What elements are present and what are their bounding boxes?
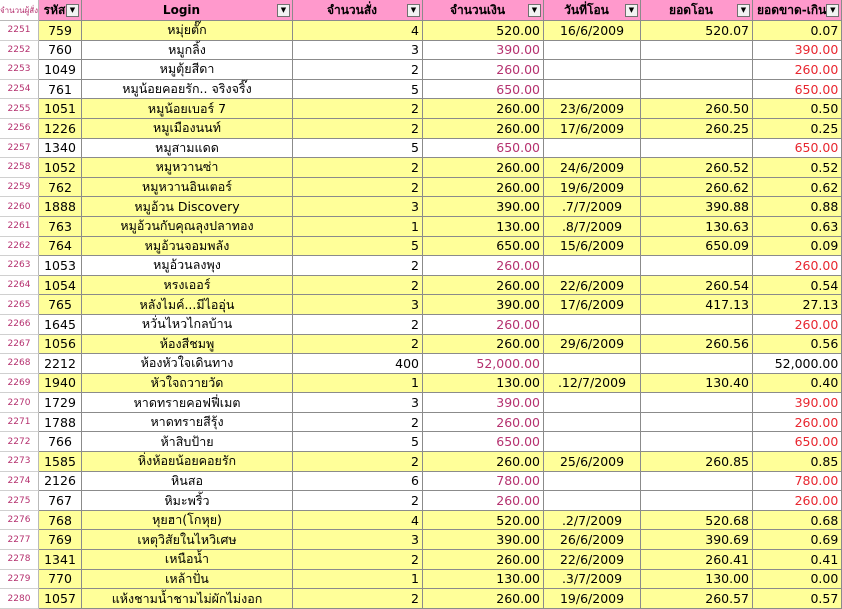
cell-qty[interactable]: 1	[293, 374, 423, 394]
cell-amount[interactable]: 390.00	[423, 393, 544, 413]
cell-qty[interactable]: 5	[293, 139, 423, 159]
row-number[interactable]: 2280	[0, 589, 39, 609]
cell-group	[423, 99, 842, 119]
cell-diff[interactable]: 390.00	[753, 41, 842, 61]
cell-qty[interactable]: 3	[293, 41, 423, 61]
cell-qty[interactable]: 2	[293, 178, 423, 198]
cell-amount[interactable]: 260.00	[423, 276, 544, 296]
cell-id[interactable]: 765	[39, 295, 82, 315]
cell-login[interactable]: หาดทรายสีรุ้ง	[82, 413, 293, 433]
cell-paid[interactable]: 390.69	[641, 530, 753, 550]
cell-login[interactable]: หมุ่ยตั๊ก	[82, 21, 293, 41]
cell-diff[interactable]: 0.69	[753, 530, 842, 550]
cell-paid[interactable]	[641, 432, 753, 452]
column-header-diff-label: ยอดขาด-เกิน	[757, 2, 827, 17]
cell-date[interactable]: .8/7/2009	[544, 217, 641, 237]
cell-qty[interactable]: 3	[293, 295, 423, 315]
cell-id[interactable]: 1053	[39, 256, 82, 276]
cell-diff[interactable]: 0.62	[753, 178, 842, 198]
cell-diff[interactable]: 0.88	[753, 197, 842, 217]
cell-login[interactable]: หมูกลิ้ง	[82, 41, 293, 61]
cell-diff[interactable]: 0.07	[753, 21, 842, 41]
cell-diff[interactable]: 52,000.00	[753, 354, 842, 374]
column-header-paid[interactable]	[641, 0, 753, 21]
cell-paid[interactable]	[641, 393, 753, 413]
cell-amount[interactable]: 390.00	[423, 295, 544, 315]
cell-qty[interactable]: 4	[293, 21, 423, 41]
cell-login[interactable]: หินสอ	[82, 472, 293, 492]
cell-id[interactable]: 764	[39, 237, 82, 257]
cell-paid[interactable]: 520.68	[641, 511, 753, 531]
cell-diff[interactable]: 0.00	[753, 570, 842, 590]
cell-group	[423, 530, 842, 550]
row-number[interactable]: 2269	[0, 374, 39, 394]
cell-login[interactable]: แห้งชามน้ำชามไม่ผักไม่งอก	[82, 589, 293, 609]
cell-group	[423, 335, 842, 355]
cell-date[interactable]	[544, 354, 641, 374]
cell-id[interactable]: 1340	[39, 139, 82, 159]
cell-diff[interactable]: 650.00	[753, 432, 842, 452]
cell-id[interactable]: 1056	[39, 335, 82, 355]
row-number[interactable]: 2262	[0, 237, 39, 257]
row-number[interactable]: 2268	[0, 354, 39, 374]
cell-id[interactable]: 761	[39, 80, 82, 100]
cell-login[interactable]: หมูอ้วนจอมพลัง	[82, 237, 293, 257]
cell-login[interactable]: เหตุวิสัยในไหวิเศษ	[82, 530, 293, 550]
cell-group	[423, 41, 842, 61]
cell-login[interactable]: หุยฮา(โกหุย)	[82, 511, 293, 531]
cell-login[interactable]: หมูสามแดด	[82, 139, 293, 159]
cell-qty[interactable]: 2	[293, 589, 423, 609]
cell-login[interactable]: หวั่นไหวไกลบ้าน	[82, 315, 293, 335]
cell-date[interactable]	[544, 472, 641, 492]
row-number[interactable]: 2265	[0, 295, 39, 315]
cell-diff[interactable]: 390.00	[753, 393, 842, 413]
cell-amount[interactable]: 650.00	[423, 139, 544, 159]
cell-date[interactable]: 29/6/2009	[544, 335, 641, 355]
cell-id[interactable]: 1051	[39, 99, 82, 119]
cell-group	[423, 315, 842, 335]
cell-group	[423, 217, 842, 237]
column-header-login[interactable]	[82, 0, 293, 21]
cell-date[interactable]	[544, 491, 641, 511]
cell-group	[423, 197, 842, 217]
cell-amount[interactable]: 260.00	[423, 256, 544, 276]
row-number[interactable]: 2267	[0, 335, 39, 355]
cell-login[interactable]: หลังไมค์...มีไออุ่น	[82, 295, 293, 315]
cell-login[interactable]: หมูหวานซ่า	[82, 158, 293, 178]
row-number[interactable]: 2279	[0, 570, 39, 590]
cell-amount[interactable]: 130.00	[423, 374, 544, 394]
cell-id[interactable]: 768	[39, 511, 82, 531]
cell-id[interactable]: 759	[39, 21, 82, 41]
cell-id[interactable]: 760	[39, 41, 82, 61]
cell-date[interactable]	[544, 413, 641, 433]
cell-id[interactable]: 770	[39, 570, 82, 590]
column-header-date-label: วันที่โอน	[564, 2, 609, 17]
cell-group	[423, 158, 842, 178]
cell-date[interactable]: 19/6/2009	[544, 178, 641, 198]
cell-qty[interactable]: 2	[293, 452, 423, 472]
row-number[interactable]: 2257	[0, 139, 39, 159]
cell-diff[interactable]: 0.40	[753, 374, 842, 394]
cell-login[interactable]: หมูน้อยเบอร์ 7	[82, 99, 293, 119]
cell-qty[interactable]: 2	[293, 315, 423, 335]
cell-date[interactable]: 15/6/2009	[544, 237, 641, 257]
cell-id[interactable]: 1052	[39, 158, 82, 178]
cell-id[interactable]: 763	[39, 217, 82, 237]
cell-login[interactable]: หมูอ้วนลงพุง	[82, 256, 293, 276]
cell-group	[423, 374, 842, 394]
cell-group	[423, 295, 842, 315]
cell-diff[interactable]: 650.00	[753, 80, 842, 100]
cell-diff[interactable]: 260.00	[753, 491, 842, 511]
cell-id[interactable]: 769	[39, 530, 82, 550]
cell-date[interactable]: 26/6/2009	[544, 530, 641, 550]
cell-qty[interactable]: 2	[293, 60, 423, 80]
cell-date[interactable]	[544, 60, 641, 80]
cell-amount[interactable]: 260.00	[423, 315, 544, 335]
row-number[interactable]: 2272	[0, 432, 39, 452]
cell-qty[interactable]: 2	[293, 491, 423, 511]
cell-id[interactable]: 1940	[39, 374, 82, 394]
column-header-amount-label: จำนวนเงิน	[449, 2, 506, 17]
column-header-amount[interactable]	[423, 0, 544, 21]
cell-paid[interactable]	[641, 491, 753, 511]
cell-qty[interactable]: 1	[293, 217, 423, 237]
cell-diff[interactable]: 0.57	[753, 589, 842, 609]
cell-id[interactable]: 766	[39, 432, 82, 452]
cell-id[interactable]: 1341	[39, 550, 82, 570]
cell-id[interactable]: 1585	[39, 452, 82, 472]
cell-amount[interactable]: 520.00	[423, 511, 544, 531]
cell-paid[interactable]	[641, 80, 753, 100]
column-header-login-label: Login	[162, 3, 201, 17]
row-number[interactable]: 2277	[0, 530, 39, 550]
column-header-id[interactable]	[39, 0, 82, 21]
cell-qty[interactable]: 2	[293, 256, 423, 276]
cell-paid[interactable]	[641, 413, 753, 433]
filter-dropdown-icon[interactable]: ▼	[737, 4, 750, 17]
cell-paid[interactable]	[641, 256, 753, 276]
cell-login[interactable]: ห้องหัวใจเดินทาง	[82, 354, 293, 374]
cell-date[interactable]: 22/6/2009	[544, 550, 641, 570]
cell-group	[423, 354, 842, 374]
cell-diff[interactable]: 0.41	[753, 550, 842, 570]
row-number[interactable]: 2256	[0, 119, 39, 139]
row-number[interactable]: 2255	[0, 99, 39, 119]
cell-diff[interactable]: 0.09	[753, 237, 842, 257]
cell-amount[interactable]: 260.00	[423, 335, 544, 355]
cell-date[interactable]	[544, 256, 641, 276]
cell-date[interactable]: .7/7/2009	[544, 197, 641, 217]
cell-date[interactable]: .12/7/2009	[544, 374, 641, 394]
row-number[interactable]: 2251	[0, 21, 39, 41]
cell-login[interactable]: หมูหวานอินเตอร์	[82, 178, 293, 198]
row-number[interactable]: 2258	[0, 158, 39, 178]
row-number[interactable]: 2259	[0, 178, 39, 198]
cell-diff[interactable]: 0.50	[753, 99, 842, 119]
column-header-id-label: รหัส	[43, 2, 66, 17]
cell-date[interactable]: 16/6/2009	[544, 21, 641, 41]
cell-diff[interactable]: 0.52	[753, 158, 842, 178]
cell-amount[interactable]: 130.00	[423, 570, 544, 590]
cell-amount[interactable]: 260.00	[423, 60, 544, 80]
row-number[interactable]: 2253	[0, 60, 39, 80]
row-number[interactable]: 2271	[0, 413, 39, 433]
cell-paid[interactable]: 260.52	[641, 158, 753, 178]
cell-amount[interactable]: 130.00	[423, 217, 544, 237]
cell-paid[interactable]: 650.09	[641, 237, 753, 257]
cell-login[interactable]: หมูอ้วน Discovery	[82, 197, 293, 217]
cell-group	[423, 178, 842, 198]
cell-diff[interactable]: 780.00	[753, 472, 842, 492]
row-number[interactable]: 2273	[0, 452, 39, 472]
filter-dropdown-icon[interactable]: ▼	[625, 4, 638, 17]
cell-paid[interactable]	[641, 354, 753, 374]
cell-group	[423, 413, 842, 433]
cell-diff[interactable]: 260.00	[753, 256, 842, 276]
cell-amount[interactable]: 260.00	[423, 99, 544, 119]
cell-paid[interactable]	[641, 315, 753, 335]
row-number[interactable]: 2270	[0, 393, 39, 413]
cell-login[interactable]: ห้าสิบป้าย	[82, 432, 293, 452]
cell-group	[423, 472, 842, 492]
cell-id[interactable]: 2126	[39, 472, 82, 492]
cell-qty[interactable]: 3	[293, 530, 423, 550]
cell-amount[interactable]: 390.00	[423, 530, 544, 550]
cell-date[interactable]: 25/6/2009	[544, 452, 641, 472]
row-number[interactable]: 2275	[0, 491, 39, 511]
cell-group	[423, 452, 842, 472]
cell-amount[interactable]: 260.00	[423, 452, 544, 472]
cell-paid[interactable]: 417.13	[641, 295, 753, 315]
cell-date[interactable]: 24/6/2009	[544, 158, 641, 178]
cell-group	[423, 432, 842, 452]
cell-id[interactable]: 767	[39, 491, 82, 511]
cell-diff[interactable]: 650.00	[753, 139, 842, 159]
cell-paid[interactable]	[641, 139, 753, 159]
column-header-qty[interactable]	[293, 0, 423, 21]
cell-diff[interactable]: 260.00	[753, 60, 842, 80]
cell-amount[interactable]: 260.00	[423, 589, 544, 609]
cell-amount[interactable]: 650.00	[423, 432, 544, 452]
cell-qty[interactable]: 5	[293, 432, 423, 452]
row-number[interactable]: 2274	[0, 472, 39, 492]
cell-qty[interactable]: 2	[293, 119, 423, 139]
cell-group	[423, 570, 842, 590]
cell-qty[interactable]: 3	[293, 393, 423, 413]
cell-group	[423, 139, 842, 159]
cell-amount[interactable]: 260.00	[423, 491, 544, 511]
row-number[interactable]: 2278	[0, 550, 39, 570]
row-header-corner[interactable]: จำนวนผู้สั่ง	[0, 0, 39, 21]
cell-paid[interactable]: 260.62	[641, 178, 753, 198]
cell-paid[interactable]: 130.40	[641, 374, 753, 394]
cell-qty[interactable]: 2	[293, 276, 423, 296]
cell-group	[423, 21, 842, 41]
cell-amount[interactable]: 390.00	[423, 197, 544, 217]
cell-diff[interactable]: 0.63	[753, 217, 842, 237]
cell-id[interactable]: 762	[39, 178, 82, 198]
cell-paid[interactable]	[641, 472, 753, 492]
cell-paid[interactable]: 260.85	[641, 452, 753, 472]
cell-date[interactable]: 17/6/2009	[544, 295, 641, 315]
filter-dropdown-icon[interactable]: ▼	[66, 4, 79, 17]
cell-id[interactable]: 1057	[39, 589, 82, 609]
cell-paid[interactable]	[641, 60, 753, 80]
row-number[interactable]: 2254	[0, 80, 39, 100]
filter-dropdown-icon[interactable]: ▼	[277, 4, 290, 17]
cell-group	[423, 237, 842, 257]
row-number[interactable]: 2266	[0, 315, 39, 335]
cell-qty[interactable]: 3	[293, 197, 423, 217]
cell-group	[423, 550, 842, 570]
cell-group	[423, 491, 842, 511]
cell-id[interactable]: 1888	[39, 197, 82, 217]
cell-group	[423, 393, 842, 413]
cell-qty[interactable]: 1	[293, 570, 423, 590]
cell-paid[interactable]: 130.00	[641, 570, 753, 590]
cell-login[interactable]: หมูน้อยคอยรัก.. จริงจริ๊ง	[82, 80, 293, 100]
cell-qty[interactable]: 2	[293, 99, 423, 119]
cell-qty[interactable]: 6	[293, 472, 423, 492]
cell-id[interactable]: 1226	[39, 119, 82, 139]
cell-date[interactable]	[544, 139, 641, 159]
cell-login[interactable]: ห้องสีชมพู	[82, 335, 293, 355]
cell-group	[423, 256, 842, 276]
cell-amount[interactable]: 260.00	[423, 158, 544, 178]
cell-login[interactable]: หิมะพริ้ว	[82, 491, 293, 511]
cell-diff[interactable]: 260.00	[753, 315, 842, 335]
cell-paid[interactable]: 390.88	[641, 197, 753, 217]
cell-paid[interactable]: 260.25	[641, 119, 753, 139]
cell-id[interactable]: 1054	[39, 276, 82, 296]
row-number[interactable]: 2252	[0, 41, 39, 61]
cell-login[interactable]: หมูอ้วนกับคุณลุงปลาทอง	[82, 217, 293, 237]
cell-id[interactable]: 1729	[39, 393, 82, 413]
cell-date[interactable]	[544, 41, 641, 61]
cell-date[interactable]	[544, 80, 641, 100]
cell-qty[interactable]: 5	[293, 80, 423, 100]
cell-amount[interactable]: 390.00	[423, 41, 544, 61]
cell-amount[interactable]: 650.00	[423, 237, 544, 257]
cell-id[interactable]: 1645	[39, 315, 82, 335]
column-header-paid-label: ยอดโอน	[669, 2, 713, 17]
cell-amount[interactable]: 260.00	[423, 119, 544, 139]
cell-qty[interactable]: 2	[293, 413, 423, 433]
cell-paid[interactable]: 520.07	[641, 21, 753, 41]
cell-diff[interactable]: 260.00	[753, 413, 842, 433]
cell-qty[interactable]: 400	[293, 354, 423, 374]
cell-date[interactable]: .2/7/2009	[544, 511, 641, 531]
cell-qty[interactable]: 2	[293, 158, 423, 178]
cell-paid[interactable]: 260.56	[641, 335, 753, 355]
cell-amount[interactable]: 650.00	[423, 80, 544, 100]
cell-qty[interactable]: 2	[293, 335, 423, 355]
cell-date[interactable]: 23/6/2009	[544, 99, 641, 119]
cell-paid[interactable]: 260.57	[641, 589, 753, 609]
cell-date[interactable]	[544, 393, 641, 413]
cell-login[interactable]: หาดทรายคอฟฟี่เมต	[82, 393, 293, 413]
cell-group	[423, 511, 842, 531]
row-number[interactable]: 2264	[0, 276, 39, 296]
cell-date[interactable]: 19/6/2009	[544, 589, 641, 609]
cell-diff[interactable]: 0.85	[753, 452, 842, 472]
cell-id[interactable]: 2212	[39, 354, 82, 374]
cell-login[interactable]: เหนือน้ำ	[82, 550, 293, 570]
cell-login[interactable]: หัวใจถวายวัด	[82, 374, 293, 394]
filter-dropdown-icon[interactable]: ▼	[826, 4, 839, 17]
cell-paid[interactable]	[641, 41, 753, 61]
cell-amount[interactable]: 520.00	[423, 21, 544, 41]
cell-group	[423, 276, 842, 296]
cell-date[interactable]	[544, 432, 641, 452]
filter-dropdown-icon[interactable]: ▼	[528, 4, 541, 17]
cell-qty[interactable]: 4	[293, 511, 423, 531]
row-number[interactable]: 2276	[0, 511, 39, 531]
cell-paid[interactable]: 260.50	[641, 99, 753, 119]
cell-amount[interactable]: 260.00	[423, 178, 544, 198]
column-header-diff[interactable]	[753, 0, 842, 21]
cell-login[interactable]: หิ่งห้อยน้อยคอยรัก	[82, 452, 293, 472]
cell-diff[interactable]: 0.56	[753, 335, 842, 355]
cell-login[interactable]: หมูเมืองนนท์	[82, 119, 293, 139]
cell-qty[interactable]: 2	[293, 550, 423, 570]
row-number[interactable]: 2260	[0, 197, 39, 217]
cell-amount[interactable]: 260.00	[423, 550, 544, 570]
column-header-date[interactable]	[544, 0, 641, 21]
cell-group	[423, 80, 842, 100]
cell-id[interactable]: 1788	[39, 413, 82, 433]
cell-date[interactable]: 17/6/2009	[544, 119, 641, 139]
cell-amount[interactable]: 52,000.00	[423, 354, 544, 374]
cell-diff[interactable]: 27.13	[753, 295, 842, 315]
cell-login[interactable]: หรงเออร์	[82, 276, 293, 296]
cell-group	[423, 589, 842, 609]
cell-paid[interactable]: 260.54	[641, 276, 753, 296]
cell-qty[interactable]: 5	[293, 237, 423, 257]
cell-group	[423, 119, 842, 139]
cell-amount[interactable]: 260.00	[423, 413, 544, 433]
row-number[interactable]: 2261	[0, 217, 39, 237]
column-header-qty-label: จำนวนสั่ง	[326, 2, 378, 17]
cell-group	[423, 60, 842, 80]
cell-id[interactable]: 1049	[39, 60, 82, 80]
filter-dropdown-icon[interactable]: ▼	[407, 4, 420, 17]
cell-diff[interactable]: 0.25	[753, 119, 842, 139]
cell-login[interactable]: เหล้าปั่น	[82, 570, 293, 590]
cell-paid[interactable]: 130.63	[641, 217, 753, 237]
cell-amount[interactable]: 780.00	[423, 472, 544, 492]
cell-date[interactable]: 22/6/2009	[544, 276, 641, 296]
cell-date[interactable]: .3/7/2009	[544, 570, 641, 590]
row-number[interactable]: 2263	[0, 256, 39, 276]
cell-date[interactable]	[544, 315, 641, 335]
cell-diff[interactable]: 0.68	[753, 511, 842, 531]
cell-login[interactable]: หมูตุ้ยสีดา	[82, 60, 293, 80]
cell-paid[interactable]: 260.41	[641, 550, 753, 570]
cell-diff[interactable]: 0.54	[753, 276, 842, 296]
column-header-group	[423, 0, 842, 21]
